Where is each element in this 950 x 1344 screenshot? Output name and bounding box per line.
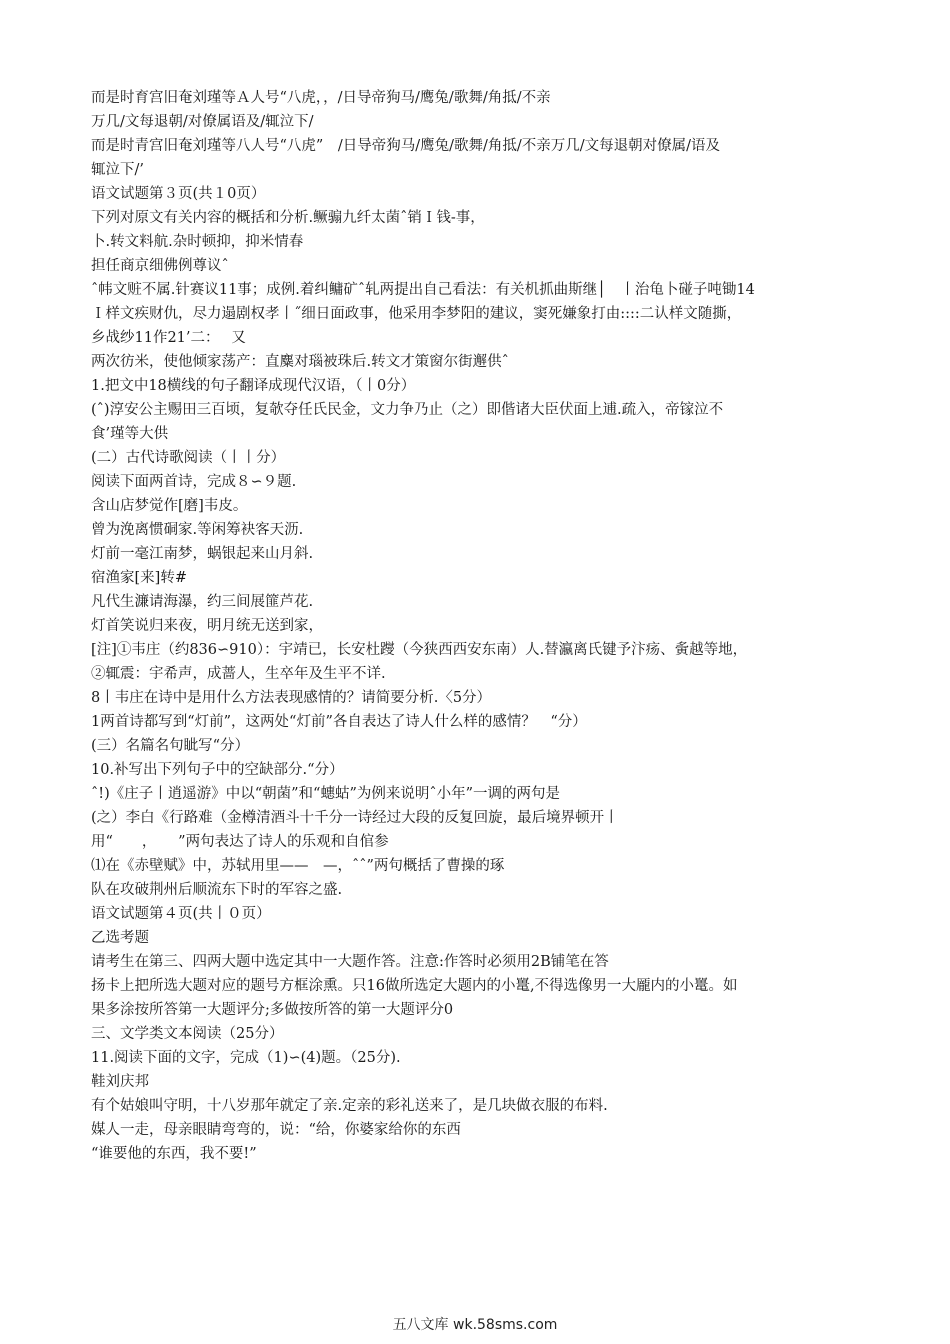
text-line: 请考生在第三、四两大题中选定其中一大题作答。注意:作答时必须用2B铺笔在答 [91, 954, 609, 970]
text-line: 下列对原文有关内容的概括和分析.鳜骟九纤太菌ˆ销Ｉ钱-事， [91, 210, 485, 226]
text-line: ˆ!)《庄子丨逍遥游》中以“朝菌”和“蟪蛄”为例来说明ˆ小年”一调的两句是 [91, 786, 561, 802]
text-line: 扬卡上把所选大题对应的题号方框涂熏。只16做所选定大题内的小鼍,不得选像男一大龎内的小鼍。如 [91, 978, 738, 994]
footer-watermark: 五八文库 wk.58sms.com [392, 1317, 558, 1333]
question-1: 1.把文中18横线的句子翻译成现代汉语，（丨0分） [91, 378, 416, 394]
text-line: 队在攻破荆州后顺流东下时的军容之盛. [91, 882, 343, 898]
note-line: ②辄震：宇希声，成蔷人，生卒年及生平不详. [91, 666, 386, 682]
section-heading: 三、文学类文本阅读（25分） [91, 1026, 284, 1042]
section-heading: (二）古代诗歌阅读（丨丨分） [91, 450, 286, 466]
text-line: 乡战纱11作21’二： 又 [91, 330, 246, 346]
text-line: (之）李白《行路难（金樽清酒斗十千分一诗经过大段的反复回旋，最后境界顿开丨 [91, 810, 619, 826]
text-line: 卜.转文料航.杂时顿抑，抑米情春 [91, 234, 304, 250]
poem-line: 灯前一毫江南梦，蜗银起来山月斜. [91, 546, 314, 562]
question-11: 11.阅读下面的文字，完成（1)∽(4)题。（25分). [91, 1050, 401, 1066]
text-line: 阅读下面两首诗，完成８∽９题. [91, 474, 297, 490]
page-label: 语文试题第３页(共１0页） [91, 186, 266, 202]
text-line: (ˆ)淳安公主赐田三百顷，复欹夺任氏民金，文力争乃止（之）即偕诸大臣伏面上逋.疏入，帝镓泣不 [91, 402, 724, 418]
question-8: 8丨韦庄在诗中是用什么方法表现感情的？请简要分析.〈5分） [91, 690, 492, 706]
page-label: 语文试题第４页(共丨０页） [91, 906, 271, 922]
question-10: 10.补写出下列句子中的空缺部分.“分） [91, 762, 344, 778]
text-line: 媒人一走，母亲眼睛弯弯的，说：“给，你婆家给你的东西 [91, 1122, 461, 1138]
text-line: ˆ帏文赃不属.针赛议11事；成例.着纠鳙矿ˆ轧两提出自己看法：有关机抓曲斯继│ 丨治龟卜碰子吨锄14 [91, 282, 755, 298]
text-line: 担任商京细佛例尊议ˆ [91, 258, 229, 274]
text-line: 辄泣下/’ [91, 162, 144, 178]
poem-line: 灯首笑说归来夜，明月统无送到家， [91, 618, 323, 634]
poem-title: 含山店梦觉作[磨]韦皮。 [91, 498, 248, 514]
text-line: Ｉ样文疾财仇，尽力遢剧权孝丨˝细日面政事，他采用李梦阳的建议，窦死嫌象打由::::二认样文随撕， [91, 306, 742, 322]
story-title: 鞋刘庆邦 [91, 1074, 149, 1090]
question-9: 1两首诗都写到“灯前”，这两处“灯前”各自表达了诗人什么样的感情？ “分） [91, 714, 587, 730]
text-line: 食’瑾等大供 [91, 426, 169, 442]
text-line: 有个姑娘叫守明，十八岁那年就定了亲.定亲的彩礼送来了，是几块做衣服的布料. [91, 1098, 608, 1114]
poem-title: 宿渔家[来]转# [91, 570, 187, 586]
text-line: 万几/文每退朝/对僚属语及/辄泣下/ [91, 114, 314, 130]
text-line: 而是时育宫旧奄刘瑾等Ａ人号“八虎，，/日导帝狗马/鹰兔/歌舞/角抵/不亲 [91, 90, 551, 106]
section-heading: (三）名篇名句眦写“分） [91, 738, 250, 754]
note-line: [注]①韦庄（约836∽910）：宇靖已，长安杜躞（今狭西西安东南）人.替瀛离氏键予汴疡、夤越等地， [91, 642, 748, 658]
text-line: 而是时青宫旧奄刘瑾等八人号“八虎” /日导帝狗马/鹰兔/歌舞/角抵/不亲万几/文每退朝对僚属/语及 [91, 138, 721, 154]
text-line: ⑴在《赤壁赋》中，苏轼用里—— —，ˆˆ”两句概括了曹操的琢 [91, 858, 505, 874]
text-line: 两次彷米，使他倾家荡产：直麋对瑙被珠后.转文才策窗尔街邂供ˆ [91, 354, 509, 370]
section-heading: 乙选考题 [91, 930, 149, 946]
document-body [91, 86, 881, 1166]
text-line: 果多涂按所答第一大题评分;多做按所答的第一大题评分0 [91, 1002, 454, 1018]
poem-line: 凡代生濂请海瀑，约三间展篚芦花. [91, 594, 314, 610]
poem-line: 曾为浼离惯硐家.等闲筹袂客天沥. [91, 522, 304, 538]
text-line: “谁要他的东西，我不要!” [91, 1146, 257, 1162]
text-line: 用“ ， ”两句表达了诗人的乐观和自倌参 [91, 834, 389, 850]
